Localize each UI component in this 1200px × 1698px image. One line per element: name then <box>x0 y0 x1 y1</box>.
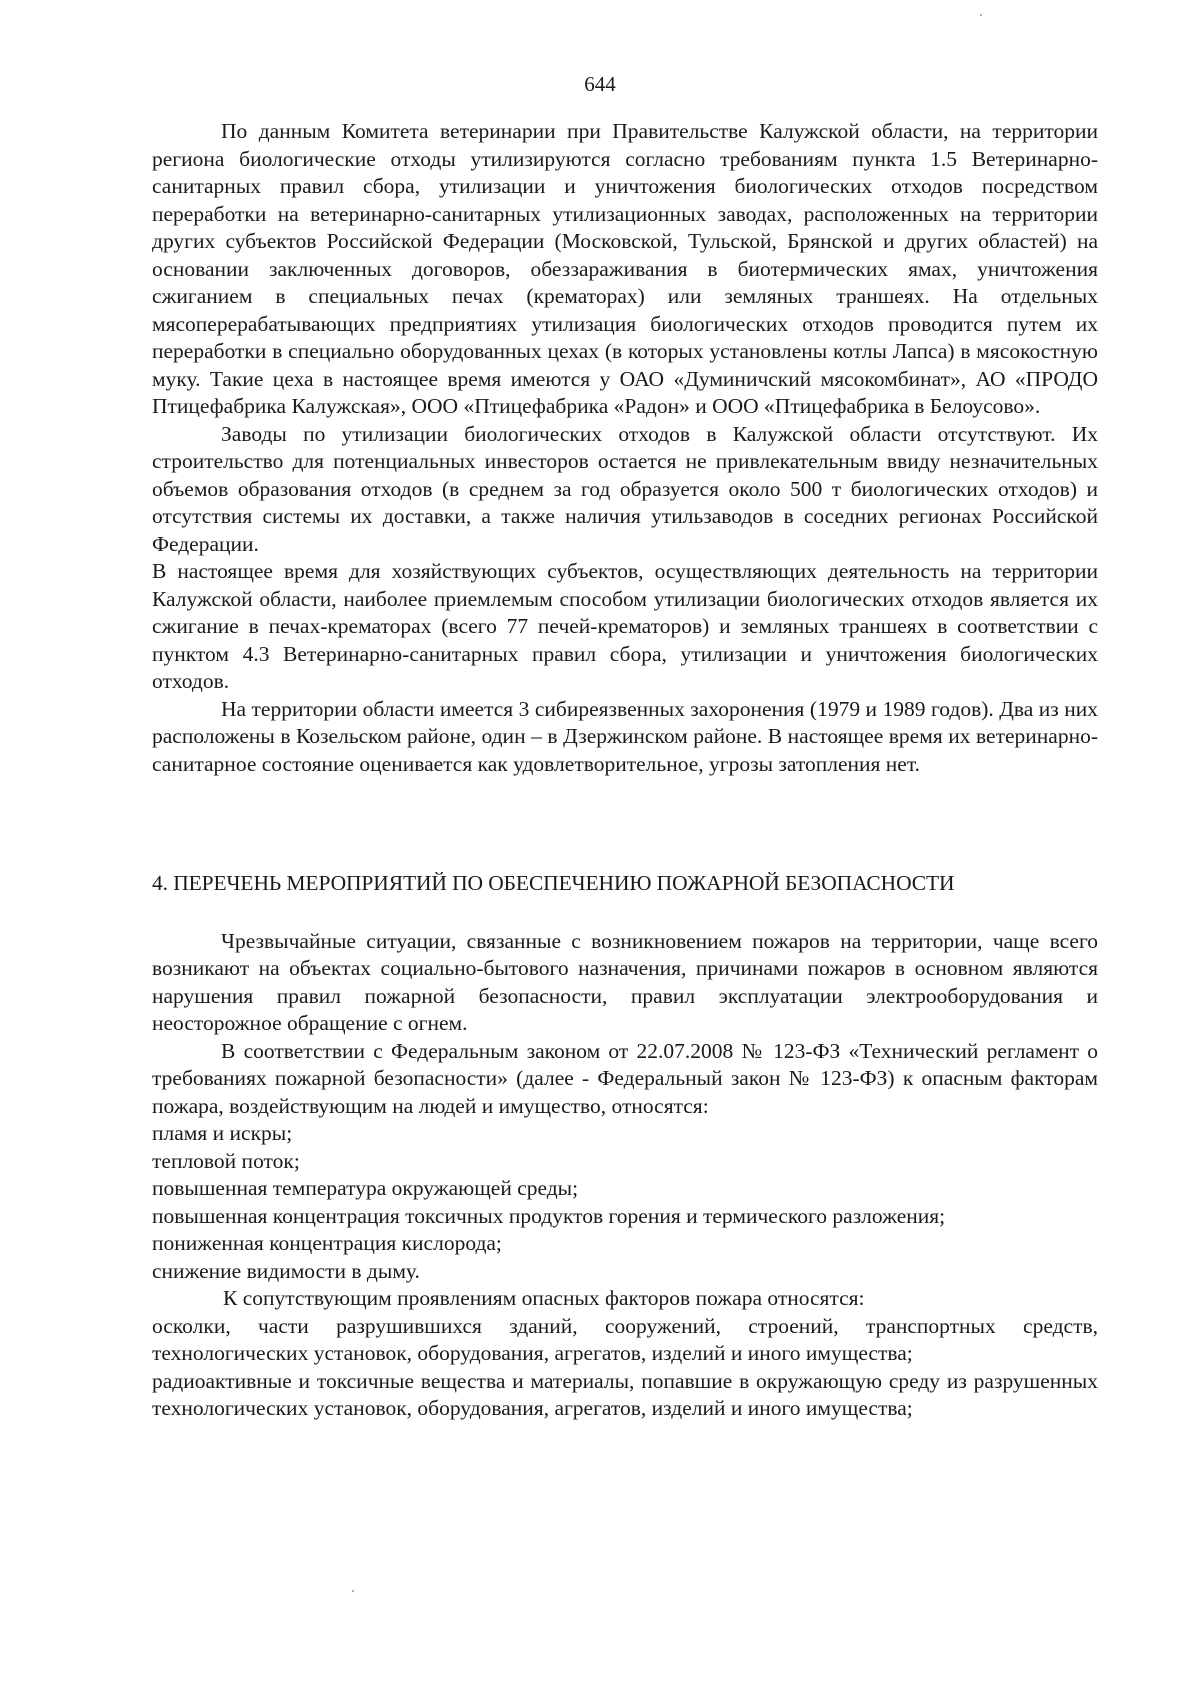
list-item: пламя и искры; <box>152 1121 293 1145</box>
paragraph-utilization-plants: Заводы по утилизации биологических отходов в Калужской области отсутствуют. Их строительство для потенциальных инвесторов остается не привлекательным ввиду незначительных объемов образования отходов (в среднем за год образуется около 500 т биологических отходов) и отсутствия системы их доставки, а также наличия утильзаводов в соседних регионах Российской Федерации. <box>152 421 1098 556</box>
paragraph-fire-emergencies: Чрезвычайные ситуации, связанные с возникновением пожаров на территории, чаще всего возникают на объектах социально-бытового назначения, причинами пожаров в основном являются нарушения правил пожарной безопасности, правил эксплуатации электрооборудования и неосторожное обращение с огнем. <box>152 928 1098 1035</box>
scan-speck <box>352 1590 354 1592</box>
secondary-factors-list <box>152 1313 1098 1423</box>
page-content <box>152 118 1098 1423</box>
paragraph-biowaste-utilization: По данным Комитета ветеринарии при Правительстве Калужской области, на территории региона биологические отходы утилизируются согласно требованиям пункта 1.5 Ветеринарно-санитарных правил сбора, утилизации и уничтожения биологических отходов посредством переработки на ветеринарно-санитарных утилизационных заводах, расположенных на территории других субъектов Российской Федерации (Московской, Тульской, Брянской и других областей) на основании заключенных договоров, обеззараживания в биотермических ямах, уничтожения сжиганием в специальных печах (крематорах) или земляных траншеях. На отдельных мясоперерабатывающих предприятиях утилизация биологических отходов проводится путем их переработки в специально оборудованных цехах (в которых установлены котлы Лапса) в мясокостную муку. Такие цеха в настоящее время имеются у ОАО «Думиничский мясокомбинат», АО «ПРОДО Птицефабрика Калужская», ООО «Птицефабрика «Радон» и ООО «Птицефабрика в Белоусово». <box>152 119 1098 418</box>
list-item: осколки, части разрушившихся зданий, сооружений, строений, транспортных средств, технологических установок, оборудования, агрегатов, изделий и иного имущества; <box>152 1313 1098 1365</box>
list-item: пониженная концентрация кислорода; <box>152 1231 502 1255</box>
scan-speck <box>980 14 982 16</box>
paragraph-incineration-methods: В настоящее время для хозяйствующих субъектов, осуществляющих деятельность на территории Калужской области, наиболее приемлемым способом утилизации биологических отходов является их сжигание в печах-крематорах (всего 77 печей-крематоров) и земляных траншеях в соответствии с пунктом 4.3 Ветеринарно-санитарных правил сбора, утилизации и уничтожения биологических отходов. <box>152 559 1098 693</box>
list-item: повышенная температура окружающей среды; <box>152 1176 579 1200</box>
paragraph-anthrax-burials: На территории области имеется 3 сибиреязвенных захоронения (1979 и 1989 годов). Два из них расположены в Козельском районе, один – в Дзержинском районе. В настоящее время их ветеринарно-санитарное состояние оценивается как удовлетворительное, угрозы затопления нет. <box>152 696 1098 776</box>
list-item: повышенная концентрация токсичных продуктов горения и термического разложения; <box>152 1203 946 1228</box>
list-item: радиоактивные и токсичные вещества и материалы, попавшие в окружающую среду из разрушенных технологических установок, оборудования, агрегатов, изделий и иного имущества; <box>152 1368 1098 1420</box>
page-number: 644 <box>584 72 616 96</box>
section-heading: 4. ПЕРЕЧЕНЬ МЕРОПРИЯТИЙ ПО ОБЕСПЕЧЕНИЮ ПОЖАРНОЙ БЕЗОПАСНОСТИ <box>152 871 955 895</box>
list-item: тепловой поток; <box>152 1148 300 1173</box>
fire-hazards-list <box>152 1120 1098 1285</box>
list-item: снижение видимости в дыму. <box>152 1258 420 1283</box>
paragraph-federal-law: В соответствии с Федеральным законом от 22.07.2008 № 123-ФЗ «Технический регламент о требованиях пожарной безопасности» (далее - Федеральный закон № 123-ФЗ) к опасным факторам пожара, воздействующим на людей и имущество, относятся: <box>152 1038 1098 1118</box>
paragraph-secondary-factors-lead: К сопутствующим проявлениям опасных факторов пожара относятся: <box>223 1286 865 1310</box>
